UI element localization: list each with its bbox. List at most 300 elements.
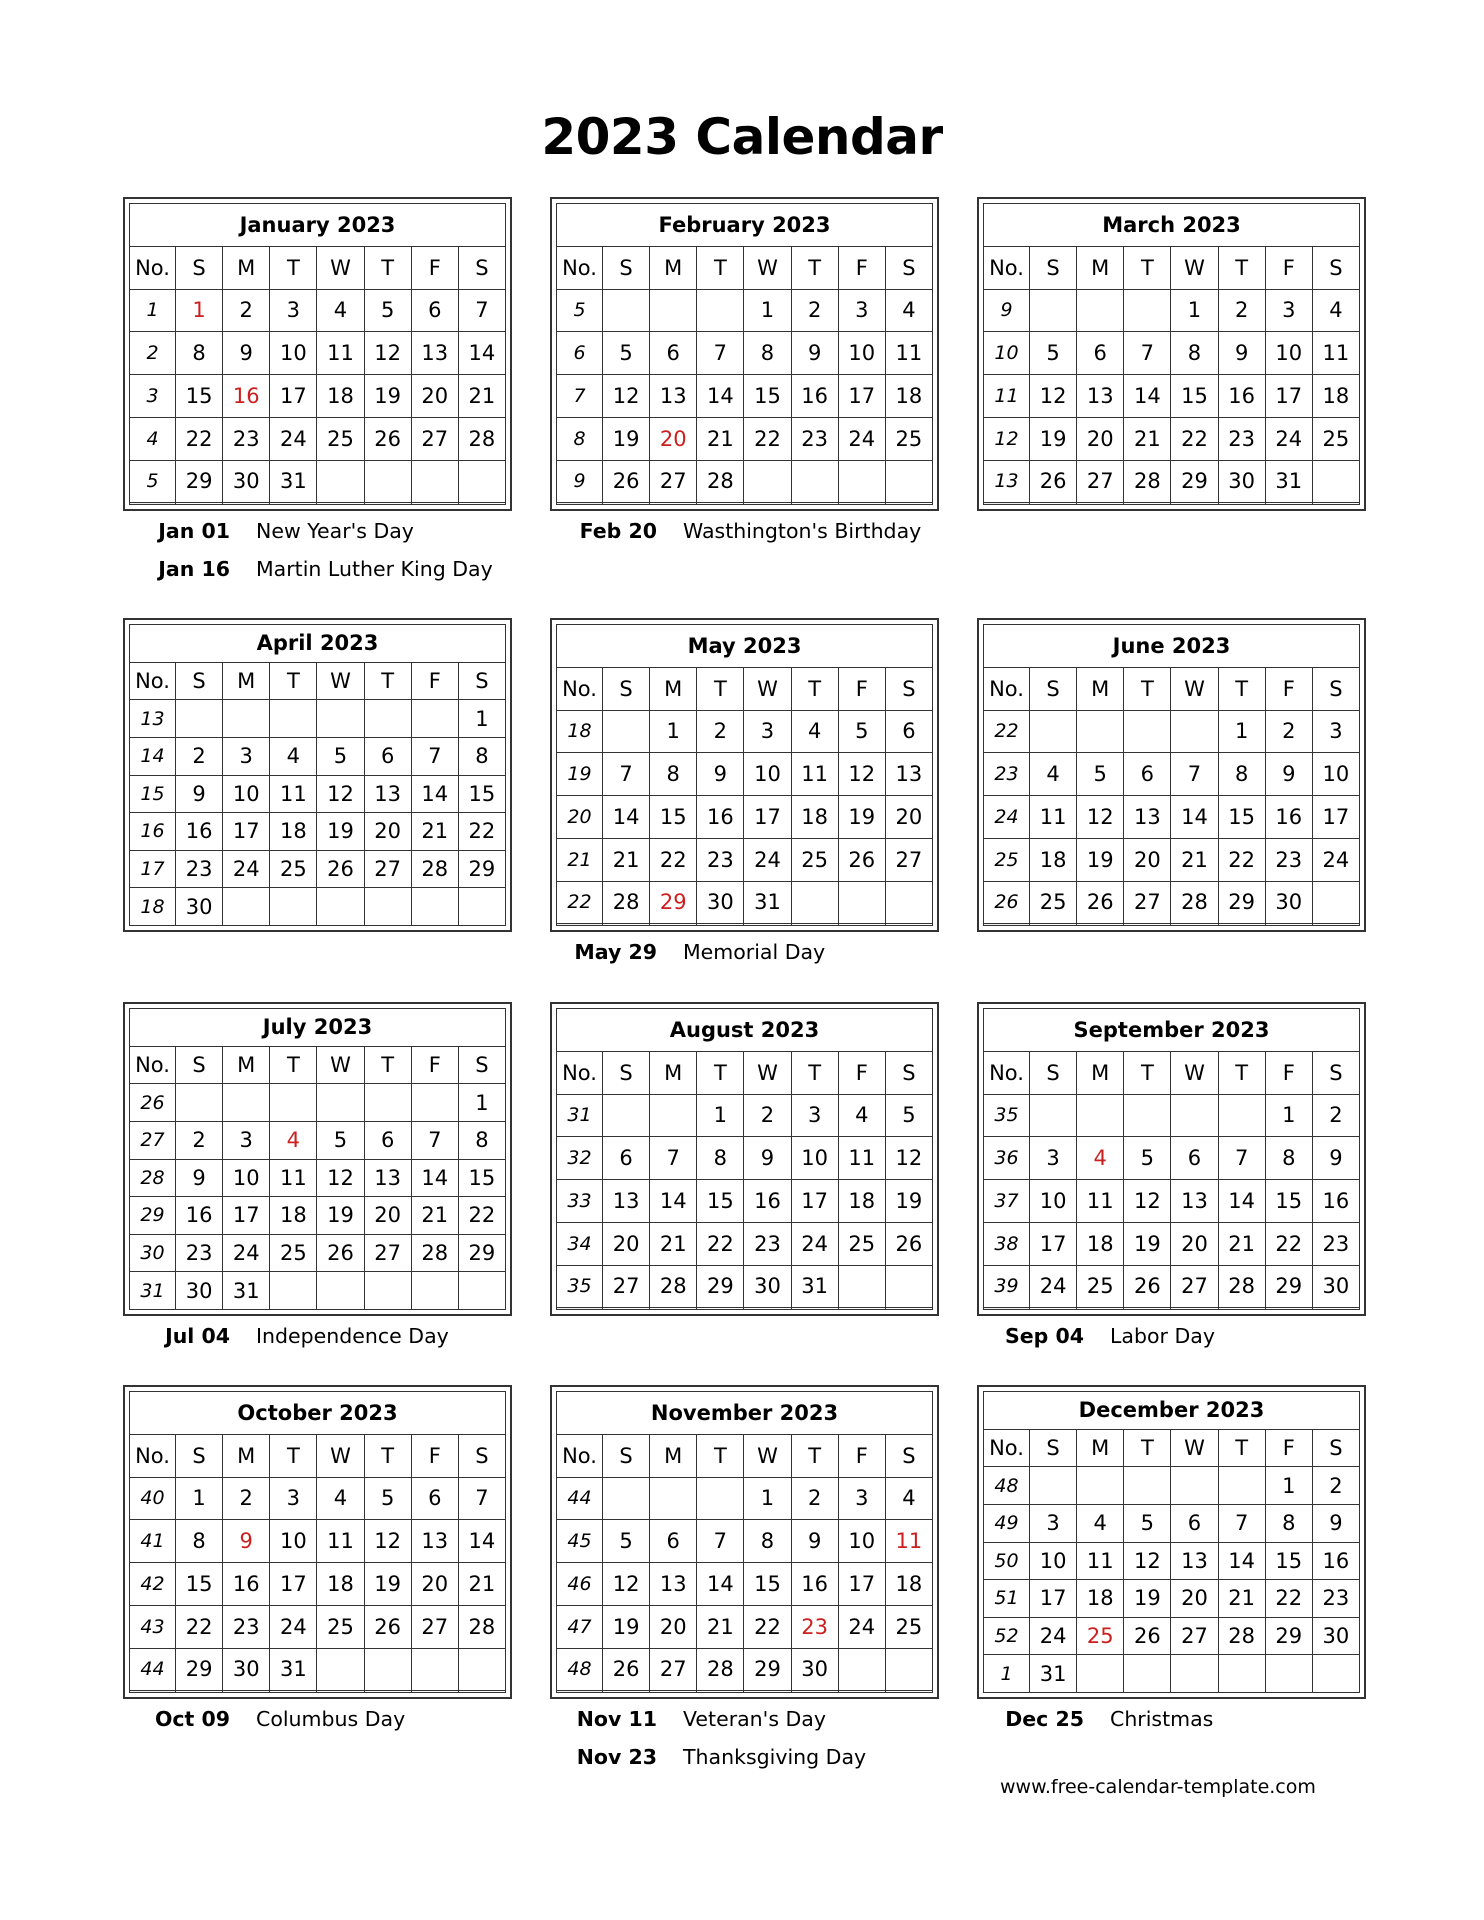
day-cell [603, 924, 650, 926]
day-cell [270, 888, 317, 926]
weekday-header: T [1218, 1051, 1265, 1094]
week-number: 45 [557, 1520, 603, 1563]
week-number: 37 [984, 1180, 1030, 1223]
week-row [130, 503, 506, 505]
day-cell: 14 [650, 1180, 697, 1223]
day-cell: 17 [1030, 1580, 1077, 1618]
day-cell: 3 [744, 710, 791, 753]
day-cell: 20 [1077, 417, 1124, 460]
day-cell: 16 [791, 1563, 838, 1606]
day-cell: 28 [650, 1265, 697, 1308]
day-cell: 5 [1077, 753, 1124, 796]
day-cell: 19 [838, 796, 885, 839]
day-cell: 5 [603, 1520, 650, 1563]
week-number: 22 [984, 710, 1030, 753]
week-number: 47 [557, 1605, 603, 1648]
day-cell: 18 [838, 1180, 885, 1223]
day-cell [1312, 1655, 1359, 1693]
day-cell [317, 1272, 364, 1310]
day-cell: 15 [176, 1563, 223, 1606]
day-cell: 29 [1265, 1617, 1312, 1655]
week-number-header: No. [130, 1046, 176, 1084]
month-calendar [977, 618, 1366, 932]
holiday-date: Sep 04 [1004, 1324, 1084, 1348]
week-row [984, 796, 1360, 839]
day-cell: 8 [1171, 332, 1218, 375]
holiday-date: Nov 23 [576, 1745, 657, 1769]
week-number: 50 [984, 1542, 1030, 1580]
week-row [984, 753, 1360, 796]
day-cell: 22 [176, 1605, 223, 1648]
day-cell: 22 [176, 417, 223, 460]
week-row [130, 775, 506, 813]
day-cell [1171, 1467, 1218, 1505]
week-number-header: No. [557, 1051, 603, 1094]
day-cell: 26 [317, 850, 364, 888]
week-number: 30 [130, 1234, 176, 1272]
day-cell [270, 700, 317, 738]
day-cell [364, 503, 411, 505]
day-cell [1077, 1655, 1124, 1693]
week-row [557, 710, 933, 753]
day-cell: 27 [885, 838, 932, 881]
day-cell: 28 [411, 850, 458, 888]
day-cell: 2 [791, 1477, 838, 1520]
day-cell: 15 [458, 1159, 505, 1197]
day-cell [885, 881, 932, 924]
holiday-date: Jan 16 [158, 557, 230, 581]
week-row [557, 375, 933, 418]
day-cell: 17 [1312, 796, 1359, 839]
week-row [984, 289, 1360, 332]
day-cell: 6 [411, 1477, 458, 1520]
weekday-header: S [885, 1434, 932, 1477]
day-cell [364, 888, 411, 926]
week-number: 12 [984, 417, 1030, 460]
weekday-header: T [364, 1434, 411, 1477]
day-cell: 25 [791, 838, 838, 881]
weekday-header: F [411, 662, 458, 700]
day-cell: 18 [1312, 375, 1359, 418]
day-cell: 31 [270, 1648, 317, 1691]
day-cell: 28 [1218, 1265, 1265, 1308]
day-cell: 17 [270, 375, 317, 418]
day-cell [885, 460, 932, 503]
day-cell: 13 [603, 1180, 650, 1223]
week-number: 28 [130, 1159, 176, 1197]
week-number [557, 1691, 603, 1693]
day-cell: 12 [1124, 1180, 1171, 1223]
day-cell [1124, 503, 1171, 505]
holiday-list [989, 1317, 1409, 1355]
day-cell [176, 700, 223, 738]
day-cell: 6 [650, 332, 697, 375]
day-cell [885, 1691, 932, 1693]
day-cell: 29 [1171, 460, 1218, 503]
month-title: January 2023 [130, 204, 506, 247]
holiday-name: Christmas [1110, 1707, 1214, 1731]
day-cell: 31 [223, 1272, 270, 1310]
weekday-header: T [1124, 1051, 1171, 1094]
day-cell [223, 888, 270, 926]
holiday-name: New Year's Day [256, 519, 414, 543]
day-cell [1312, 460, 1359, 503]
week-number: 13 [130, 700, 176, 738]
day-cell: 10 [1030, 1180, 1077, 1223]
week-row [984, 881, 1360, 924]
weekday-header: S [176, 662, 223, 700]
day-cell: 24 [1265, 417, 1312, 460]
day-cell: 26 [885, 1222, 932, 1265]
week-row [557, 1265, 933, 1308]
day-cell: 4 [270, 737, 317, 775]
day-cell: 30 [744, 1265, 791, 1308]
weekday-header: T [270, 1046, 317, 1084]
day-cell: 18 [270, 1197, 317, 1235]
day-cell: 24 [744, 838, 791, 881]
weekday-header: S [885, 667, 932, 710]
day-cell: 31 [1265, 460, 1312, 503]
day-cell: 12 [603, 375, 650, 418]
day-cell: 13 [1077, 375, 1124, 418]
day-cell: 13 [650, 375, 697, 418]
day-cell: 20 [364, 813, 411, 851]
week-number: 14 [130, 737, 176, 775]
day-cell: 23 [744, 1222, 791, 1265]
month-title: March 2023 [984, 204, 1360, 247]
day-cell: 17 [1265, 375, 1312, 418]
day-cell [1077, 1467, 1124, 1505]
day-cell: 15 [650, 796, 697, 839]
week-row [557, 460, 933, 503]
day-cell: 9 [176, 1159, 223, 1197]
day-cell: 11 [1077, 1542, 1124, 1580]
day-cell: 30 [1218, 460, 1265, 503]
month-calendar [550, 1385, 939, 1699]
day-cell: 28 [697, 460, 744, 503]
weekday-header: W [1171, 667, 1218, 710]
holiday-list [562, 933, 982, 971]
day-cell [885, 503, 932, 505]
day-cell: 17 [223, 1197, 270, 1235]
week-row [130, 737, 506, 775]
week-number: 26 [984, 881, 1030, 924]
week-number: 40 [130, 1477, 176, 1520]
holiday-item [989, 1317, 1409, 1355]
footer-url[interactable]: www.free-calendar-template.com [1000, 1776, 1316, 1798]
day-cell [411, 888, 458, 926]
day-cell: 27 [1171, 1265, 1218, 1308]
day-cell: 31 [791, 1265, 838, 1308]
day-cell [1171, 503, 1218, 505]
day-cell: 22 [1171, 417, 1218, 460]
day-cell: 16 [176, 813, 223, 851]
weekday-header: F [1265, 667, 1312, 710]
weekday-header: T [1124, 246, 1171, 289]
week-number: 3 [130, 375, 176, 418]
day-cell [1265, 924, 1312, 926]
day-cell: 27 [1171, 1617, 1218, 1655]
day-cell: 26 [603, 460, 650, 503]
day-cell: 12 [1124, 1542, 1171, 1580]
day-cell: 16 [1265, 796, 1312, 839]
day-cell [411, 1272, 458, 1310]
day-cell [603, 289, 650, 332]
day-cell: 9 [744, 1137, 791, 1180]
day-cell: 20 [1124, 838, 1171, 881]
day-cell: 4 [1030, 753, 1077, 796]
week-row [984, 1137, 1360, 1180]
day-cell: 3 [1030, 1137, 1077, 1180]
day-cell [411, 460, 458, 503]
day-cell [411, 1691, 458, 1693]
day-cell: 24 [270, 1605, 317, 1648]
holiday-list [562, 1700, 982, 1776]
week-row [557, 1477, 933, 1520]
day-cell: 3 [1265, 289, 1312, 332]
week-row [557, 1308, 933, 1310]
day-cell [838, 1308, 885, 1310]
day-cell: 6 [1124, 753, 1171, 796]
week-number: 49 [984, 1504, 1030, 1542]
day-cell: 22 [744, 417, 791, 460]
week-row [557, 1094, 933, 1137]
holiday-item [135, 1700, 555, 1738]
day-cell: 1 [1218, 710, 1265, 753]
day-cell [650, 1691, 697, 1693]
day-cell [1030, 924, 1077, 926]
day-cell: 6 [603, 1137, 650, 1180]
week-row [984, 924, 1360, 926]
day-cell: 24 [270, 417, 317, 460]
day-cell: 20 [603, 1222, 650, 1265]
weekday-header: S [603, 246, 650, 289]
month-calendar [123, 618, 512, 932]
day-cell: 25 [270, 850, 317, 888]
week-number: 35 [557, 1265, 603, 1308]
week-number: 39 [984, 1265, 1030, 1308]
day-cell: 17 [791, 1180, 838, 1223]
week-row [557, 1180, 933, 1223]
holiday-list [989, 1700, 1409, 1738]
day-cell: 15 [176, 375, 223, 418]
day-cell: 22 [1218, 838, 1265, 881]
week-row [557, 1520, 933, 1563]
week-number: 16 [130, 813, 176, 851]
day-cell: 18 [1077, 1580, 1124, 1618]
day-cell: 28 [603, 881, 650, 924]
day-cell: 1 [1265, 1094, 1312, 1137]
holiday-name: Labor Day [1110, 1324, 1215, 1348]
day-cell: 1 [744, 1477, 791, 1520]
weekday-header: F [838, 246, 885, 289]
week-number: 18 [130, 888, 176, 926]
day-cell: 9 [1312, 1137, 1359, 1180]
day-cell [697, 1477, 744, 1520]
day-cell: 25 [317, 417, 364, 460]
day-cell: 20 [1171, 1222, 1218, 1265]
weekday-header: T [697, 667, 744, 710]
day-cell: 23 [1218, 417, 1265, 460]
day-cell: 25 [1312, 417, 1359, 460]
weekday-header: S [1030, 667, 1077, 710]
day-cell: 22 [458, 1197, 505, 1235]
day-cell [223, 700, 270, 738]
weekday-header: W [317, 1046, 364, 1084]
week-row [984, 375, 1360, 418]
week-row [130, 1121, 506, 1159]
month-calendar [550, 197, 939, 511]
day-cell: 13 [411, 332, 458, 375]
day-cell [744, 1691, 791, 1693]
holiday-date: Feb 20 [579, 519, 657, 543]
day-cell [697, 289, 744, 332]
day-cell: 4 [1312, 289, 1359, 332]
day-cell: 4 [317, 1477, 364, 1520]
day-cell: 1 [458, 700, 505, 738]
day-cell [1171, 1655, 1218, 1693]
week-number: 44 [557, 1477, 603, 1520]
day-cell: 21 [1124, 417, 1171, 460]
day-cell [1312, 924, 1359, 926]
day-cell: 19 [885, 1180, 932, 1223]
day-cell [270, 503, 317, 505]
day-cell: 23 [223, 1605, 270, 1648]
day-cell: 14 [1218, 1542, 1265, 1580]
day-cell [791, 503, 838, 505]
day-cell [1312, 503, 1359, 505]
week-number [557, 503, 603, 505]
day-cell: 10 [838, 1520, 885, 1563]
day-cell [458, 1272, 505, 1310]
day-cell: 28 [411, 1234, 458, 1272]
holiday-name: Columbus Day [256, 1707, 406, 1731]
day-cell: 18 [317, 375, 364, 418]
week-number-header: No. [557, 667, 603, 710]
week-number: 24 [984, 796, 1030, 839]
month-calendar [123, 1385, 512, 1699]
day-cell: 13 [364, 775, 411, 813]
month-title: May 2023 [557, 625, 933, 668]
day-cell [317, 1691, 364, 1693]
day-cell: 11 [270, 1159, 317, 1197]
week-row [557, 1605, 933, 1648]
day-cell: 19 [1030, 417, 1077, 460]
day-cell [176, 503, 223, 505]
day-cell: 21 [1218, 1222, 1265, 1265]
weekday-header: S [1030, 246, 1077, 289]
day-cell: 4 [1077, 1504, 1124, 1542]
day-cell [1124, 924, 1171, 926]
day-cell [1077, 289, 1124, 332]
day-cell: 3 [223, 1121, 270, 1159]
day-cell: 27 [411, 1605, 458, 1648]
day-cell: 7 [1218, 1504, 1265, 1542]
day-cell: 26 [603, 1648, 650, 1691]
holiday-item [135, 550, 555, 588]
weekday-header: F [838, 1434, 885, 1477]
day-cell: 11 [317, 332, 364, 375]
day-cell: 31 [744, 881, 791, 924]
day-cell [838, 1648, 885, 1691]
day-cell [1171, 1308, 1218, 1310]
week-number-header: No. [984, 667, 1030, 710]
day-cell: 15 [1265, 1542, 1312, 1580]
weekday-header: S [885, 1051, 932, 1094]
day-cell [223, 503, 270, 505]
holiday-date: Oct 09 [154, 1707, 230, 1731]
day-cell: 15 [1218, 796, 1265, 839]
day-cell: 5 [364, 289, 411, 332]
day-cell: 13 [1171, 1180, 1218, 1223]
day-cell: 5 [364, 1477, 411, 1520]
week-number: 26 [130, 1084, 176, 1122]
day-cell: 12 [1030, 375, 1077, 418]
day-cell: 15 [1171, 375, 1218, 418]
day-cell: 15 [697, 1180, 744, 1223]
weekday-header: F [838, 667, 885, 710]
day-cell [317, 1648, 364, 1691]
day-cell: 30 [1312, 1265, 1359, 1308]
day-cell [650, 289, 697, 332]
day-cell: 20 [1171, 1580, 1218, 1618]
month-calendar [977, 197, 1366, 511]
day-cell [458, 888, 505, 926]
week-number-header: No. [984, 1051, 1030, 1094]
weekday-header: T [791, 1434, 838, 1477]
holiday-item [989, 1700, 1409, 1738]
weekday-header: S [603, 1051, 650, 1094]
week-row [557, 289, 933, 332]
day-cell: 23 [223, 417, 270, 460]
day-cell [791, 924, 838, 926]
day-cell: 5 [1124, 1504, 1171, 1542]
day-cell [885, 1265, 932, 1308]
day-cell: 4 [838, 1094, 885, 1137]
weekday-header: M [1077, 246, 1124, 289]
week-number: 13 [984, 460, 1030, 503]
day-cell [791, 460, 838, 503]
day-cell: 20 [364, 1197, 411, 1235]
month-title: June 2023 [984, 625, 1360, 668]
day-cell [1030, 710, 1077, 753]
weekday-header: W [317, 1434, 364, 1477]
day-cell [270, 1691, 317, 1693]
weekday-header: T [791, 246, 838, 289]
day-cell: 9 [791, 1520, 838, 1563]
day-cell: 25 [270, 1234, 317, 1272]
day-cell: 14 [697, 1563, 744, 1606]
day-cell [885, 1308, 932, 1310]
holiday-list [135, 1317, 555, 1355]
weekday-header: M [650, 1434, 697, 1477]
week-row [130, 888, 506, 926]
day-cell [1312, 1308, 1359, 1310]
day-cell: 23 [1312, 1580, 1359, 1618]
day-cell: 14 [1218, 1180, 1265, 1223]
day-cell [1030, 289, 1077, 332]
day-cell: 9 [1218, 332, 1265, 375]
day-cell [1171, 710, 1218, 753]
day-cell [1265, 503, 1312, 505]
day-cell: 2 [1218, 289, 1265, 332]
day-cell: 25 [838, 1222, 885, 1265]
day-cell: 19 [1124, 1222, 1171, 1265]
day-cell [697, 924, 744, 926]
day-cell: 21 [650, 1222, 697, 1265]
day-cell: 6 [885, 710, 932, 753]
week-number: 32 [557, 1137, 603, 1180]
